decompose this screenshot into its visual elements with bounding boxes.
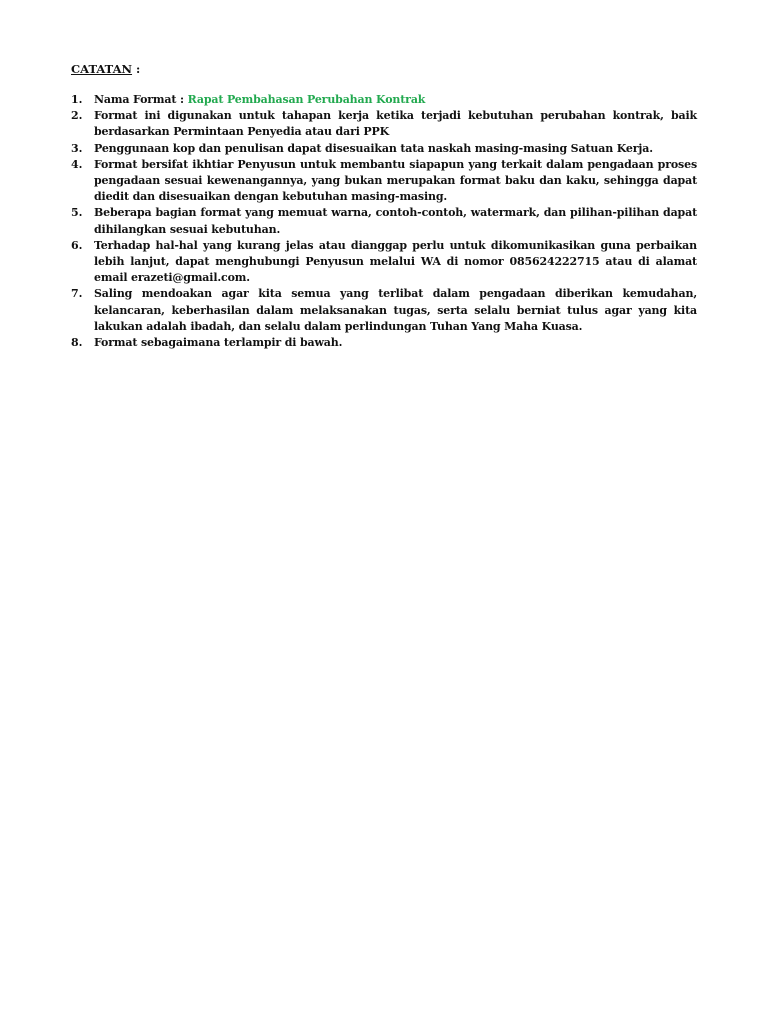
list-item-number: 2. [71, 109, 83, 123]
list-item-8 [71, 335, 697, 351]
list-item-4 [71, 157, 697, 206]
list-item-7 [71, 286, 697, 335]
notes-list [71, 92, 697, 351]
list-item-text: Format sebagaimana terlampir di bawah. [94, 336, 343, 350]
list-item-number: 5. [71, 206, 83, 220]
list-item-text: Terhadap hal-hal yang kurang jelas atau dianggap perlu untuk dikomunikasikan guna perbaikan lebih lanjut, dapat menghubungi Penyusun melalui WA di nomor 085624222715 atau di alamat email erazeti@gmail.com. [94, 238, 697, 285]
list-item-number: 7. [71, 287, 83, 301]
list-item-text: Penggunaan kop dan penulisan dapat disesuaikan tata naskah masing-masing Satuan Kerja. [94, 141, 653, 155]
list-item-number: 1. [71, 93, 83, 106]
list-item-text: Beberapa bagian format yang memuat warna, contoh-contoh, watermark, dan pilihan-pilihan dapat dihilangkan sesuai kebutuhan. [94, 206, 697, 236]
list-item-text: Saling mendoakan agar kita semua yang terlibat dalam pengadaan diberikan kemudahan, kelancaran, keberhasilan dalam melaksanakan tugas, serta selalu berniat tulus agar yang kita lakukan adalah ibadah, dan selalu dalam perlindungan Tuhan Yang Maha Kuasa. [94, 287, 697, 333]
format-name-value: Rapat Pembahasan Perubahan Kontrak [187, 93, 426, 106]
list-item-1 [71, 92, 697, 108]
list-item-number: 3. [71, 141, 83, 155]
notes-heading [71, 61, 697, 77]
list-item-number: 4. [71, 157, 83, 171]
list-item-text: Format bersifat ikhtiar Penyusun untuk membantu siapapun yang terkait dalam pengadaan proses pengadaan sesuai kewenangannya, yang bukan merupakan format baku dan kaku, sehingga dapat diedit dan disesuaikan dengan kebutuhan masing-masing. [94, 157, 697, 204]
list-item-number: 6. [71, 238, 83, 252]
notes-section [71, 61, 697, 351]
list-item-text [94, 92, 697, 108]
list-item-6 [71, 238, 697, 287]
list-item-text: Format ini digunakan untuk tahapan kerja ketika terjadi kebutuhan perubahan kontrak, baik berdasarkan Permintaan Penyedia atau dari PPK [94, 109, 697, 139]
notes-heading-colon: : [132, 62, 141, 76]
notes-heading-text: CATATAN [71, 62, 133, 76]
format-name-label: Nama Format : [94, 93, 188, 106]
list-item-5 [71, 205, 697, 237]
list-item-3 [71, 141, 697, 157]
list-item-2 [71, 108, 697, 140]
list-item-number: 8. [71, 336, 83, 350]
